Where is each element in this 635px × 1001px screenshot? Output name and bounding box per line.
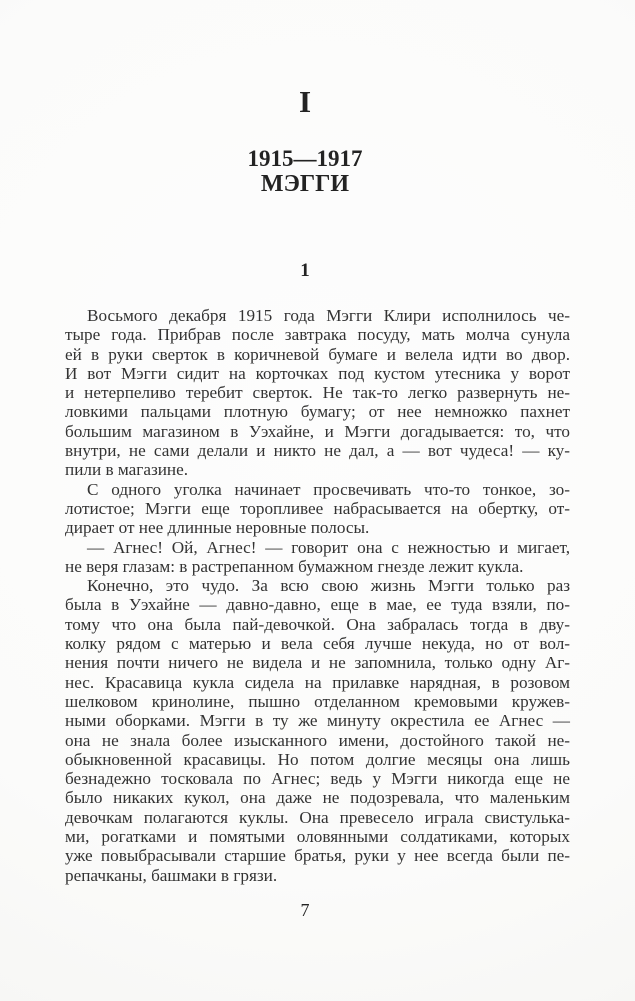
paragraph [65,538,570,577]
text-line: нения почти ничего не видела и не запомнила, только одну Аг- [65,653,570,673]
paragraph [65,480,570,538]
chapter-number: 1 [300,260,310,281]
part-title: МЭГГИ [260,171,350,197]
text-line: она не знала более изысканного имени, достойного такой не- [65,730,570,750]
text-line: тыре года. Прибрав после завтрака посуду, мать молча сунула [65,325,570,345]
text-line: лотистое; Мэгги еще торопливее набрасывается на обертку, от- [65,498,570,518]
text-line: дирает от нее длинные неровные полосы. [65,518,370,538]
text-line: ми, рогатками и помятыми оловянными солдатиками, которых [65,827,570,847]
text-line: нес. Красавица кукла сидела на прилавке нарядная, в розовом [65,672,570,692]
text-line: Восьмого декабря 1915 года Мэгги Клири исполнилось че- [87,306,570,325]
text-line: безнадежно тосковала по Агнес; ведь у Мэгги никогда еще не [65,769,570,789]
text-line: ей в руки сверток в коричневой бумаге и велела идти во двор. [65,344,570,364]
text-line: большим магазином в Уэхайне, и Мэгги догадывается: то, что [65,421,570,441]
text-line: С одного уголка начинает просвечивать что-то тонкое, зо- [87,479,570,499]
text-line: И вот Мэгги сидит на корточках под кустом утесника у ворот [65,363,570,383]
paragraph [65,306,570,480]
text-line: репачканы, башмаки в грязи. [65,865,278,885]
text-line: шелковом кринолине, пышно отделанном кремовыми кружев- [65,691,570,711]
body-text [65,306,570,885]
text-line: Конечно, это чудо. За всю свою жизнь Мэгги только раз [87,576,570,596]
text-line: колку рядом с матерью и вела себя лучше некуда, но от вол- [65,634,570,654]
paragraph [65,576,570,885]
text-line: пили в магазине. [65,460,189,480]
text-line: была в Уэхайне — давно-давно, еще в мае, ее туда взяли, по- [65,595,570,615]
text-line: девочкам полагаются куклы. Она превесело играла свистулька- [65,807,570,827]
text-line: не веря глазам: в растрепанном бумажном гнезде лежит кукла. [65,556,524,576]
text-line: — Агнес! Ой, Агнес! — говорит она с нежностью и мигает, [87,537,570,557]
part-number: I [298,84,312,119]
text-line: внутри, не сами делали и никто не дал, а — вот чудеса! — ку- [65,441,570,461]
text-line: обыкновенной красавицы. Но потом долгие месяцы она лишь [65,749,570,769]
text-line: было никаких кукол, она даже не подозревала, что маленьким [65,788,570,808]
text-line: и нетерпеливо теребит сверток. Не так-то легко развернуть не- [65,383,570,403]
text-line: ловкими пальцами плотную бумагу; от нее немножко пахнет [65,402,570,422]
page-number: 7 [300,900,310,920]
part-years: 1915—1917 [247,146,363,171]
text-line: ными оборками. Мэгги в ту же минуту окрестила ее Агнес — [65,711,570,731]
text-line: тому что она была пай-девочкой. Она забралась тогда в дву- [65,614,570,634]
text-line: уже повыбрасывали старшие братья, руки у нее всегда были пе- [65,846,570,866]
